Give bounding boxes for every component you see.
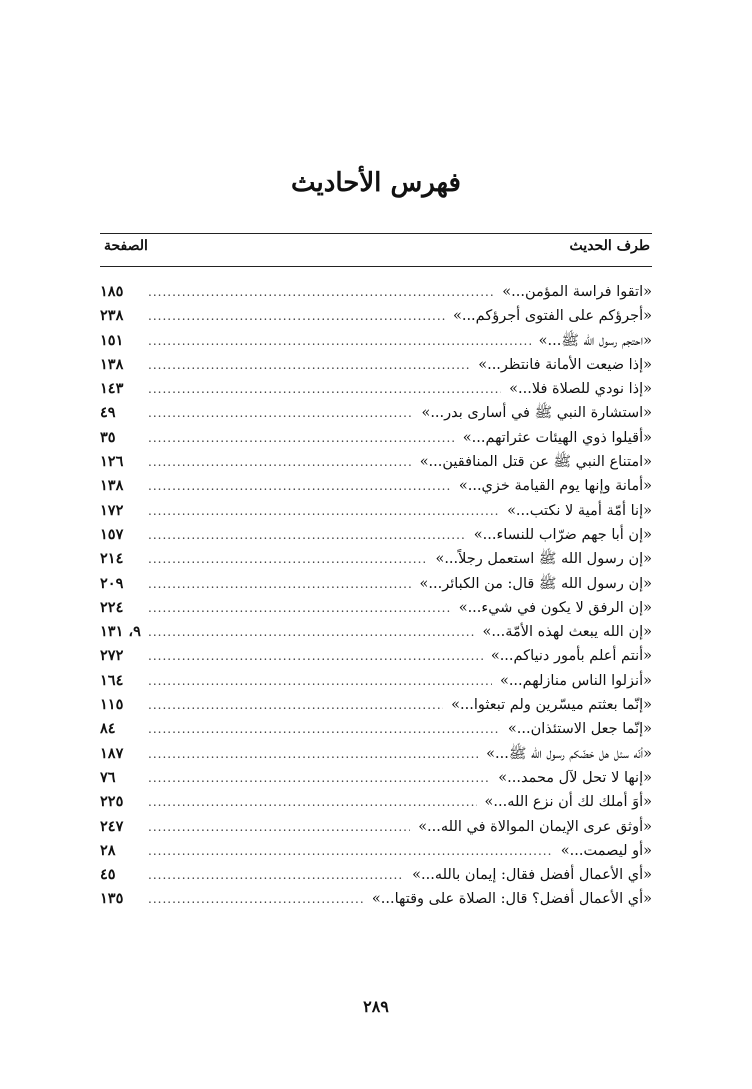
hadith-text: «إن رسول الله ﷺ استعمل رجلاً...» [435,551,652,568]
page-reference: ٢٤٧ [100,817,124,835]
index-entry [100,356,652,380]
hadith-text: «أوثق عرى الإيمان الموالاة في الله...» [418,818,652,835]
index-entry [100,575,652,599]
dot-leader [148,601,451,615]
hadith-text: «إنّما جعل الاستئذان...» [507,721,652,738]
hadith-text: «إن رسول الله ﷺ قال: من الكبائر...» [419,575,652,592]
dot-leader [148,479,451,493]
index-entry [100,307,652,331]
dot-leader [148,455,412,469]
hadith-text: «احتجم رسول الله ﷺ...» [538,332,652,349]
hadith-text: «إذا ضيعت الأمانة فانتظر...» [478,356,652,373]
page-reference: ١٥١ [100,331,124,349]
index-entry [100,672,652,696]
page-reference: ١٥٧ [100,525,124,543]
page-reference: ١٨٧ [100,744,124,762]
dot-leader [148,868,404,882]
dot-leader [148,674,492,688]
page-reference: ١٢٦ [100,453,124,471]
page-reference: ٢٠٩ [100,574,124,592]
page-reference: ١٣٨ [100,477,124,495]
hadith-text: «أي الأعمال أفضل؟ قال: الصلاة على وقتها...» [371,891,652,908]
index-entry [100,453,652,477]
hadith-text: «امتناع النبي ﷺ عن قتل المنافقين...» [419,454,652,471]
dot-leader [148,382,501,396]
hadith-text: «أنّه سئل هل خضّكم رسول الله ﷺ...» [486,745,652,762]
page-reference: ١٣٨ [100,355,124,373]
index-entry [100,404,652,428]
dot-leader [148,358,470,372]
page-reference: ٨٤ [100,720,116,738]
page-reference: ٢٧٢ [100,647,124,665]
dot-leader [148,528,466,542]
index-entry [100,769,652,793]
hadith-text: «إنها لا تحل لآل محمد...» [498,769,652,786]
index-entry [100,502,652,526]
dot-leader [148,747,478,761]
page-number: ٢٨٩ [363,997,389,1016]
page-reference: ١٦٤ [100,671,124,689]
hadith-text: «إذا نودي للصلاة فلا...» [509,381,652,398]
index-entry [100,818,652,842]
hadith-text: «أي الأعمال أفضل فقال: إيمان بالله...» [412,867,652,884]
dot-leader [148,649,483,663]
hadith-text: «أقيلوا ذوي الهيئات عثراتهم...» [462,429,652,446]
header-top-rule [100,233,652,234]
hadith-text: «أو ليصمت...» [560,842,652,859]
hadith-text: «أمانة وإنها يوم القيامة خزي...» [458,478,652,495]
index-entry [100,526,652,550]
header-bottom-rule [100,266,652,267]
page-title: فهرس الأحاديث [291,168,461,198]
page-reference: ٢١٤ [100,550,124,568]
page-reference: ٢٢٤ [100,598,124,616]
index-entry [100,332,652,356]
dot-leader [148,698,443,712]
index-entry [100,550,652,574]
hadith-text: «إن الرفق لا يكون في شيء...» [458,599,652,616]
dot-leader [148,504,499,518]
page-reference: ٤٥ [100,866,116,884]
index-entry [100,477,652,501]
dot-leader [148,431,455,445]
hadith-text: «أوَ أملك لك أن نزع الله...» [484,794,652,811]
hadith-text: «إن أبا جهم ضرّاب للنساء...» [473,526,652,543]
column-header-page: الصفحة [104,238,148,254]
page-reference: ٢٣٨ [100,307,124,325]
dot-leader [148,844,553,858]
page-reference: ١٣٥ [100,890,124,908]
hadith-text: «إن الله يبعث لهذه الأمّة...» [482,624,652,641]
index-entry [100,599,652,623]
page-reference: ٢٨ [100,841,116,859]
hadith-text: «أنتم أعلم بأمور دنياكم...» [490,648,652,665]
index-entry [100,429,652,453]
index-entry [100,623,652,647]
page-reference: ٩، ١٣١ [100,623,141,641]
index-entry [100,745,652,769]
page-reference: ٣٥ [100,428,116,446]
dot-leader [148,552,427,566]
dot-leader [148,577,412,591]
index-entry [100,890,652,914]
page-reference: ٢٢٥ [100,793,124,811]
index-entry [100,647,652,671]
dot-leader [148,285,494,299]
hadith-text: «أجرؤكم على الفتوى أجرؤكم...» [452,308,652,325]
dot-leader [148,892,364,906]
hadith-text: «استشارة النبي ﷺ في أسارى بدر...» [421,405,652,422]
page-reference: ١١٥ [100,696,124,714]
hadith-text: «اتقوا فراسة المؤمن...» [502,284,652,300]
dot-leader [148,795,477,809]
index-entry [100,866,652,890]
page-reference: ٧٦ [100,768,116,786]
hadith-text: «أنزلوا الناس منازلهم...» [499,672,652,689]
index-entry [100,283,652,307]
hadith-text: «إنّما بعثتم ميسّرين ولم تبعثوا...» [451,697,652,714]
page-reference: ١٧٢ [100,501,124,519]
page-reference: ٤٩ [100,404,116,422]
page-reference: ١٤٣ [100,380,124,398]
page-reference: ١٨٥ [100,283,124,300]
hadith-text: «إنا أمّة أمية لا نكتب...» [507,502,652,519]
dot-leader [148,406,413,420]
index-entry [100,380,652,404]
dot-leader [148,722,500,736]
dot-leader [148,771,490,785]
dot-leader [148,309,445,323]
dot-leader [148,334,531,348]
hadith-index-list [100,283,652,915]
dot-leader [148,625,475,639]
index-entry [100,696,652,720]
index-entry [100,842,652,866]
index-entry [100,793,652,817]
column-header-hadith: طرف الحديث [569,238,650,254]
dot-leader [148,820,410,834]
index-entry [100,720,652,744]
